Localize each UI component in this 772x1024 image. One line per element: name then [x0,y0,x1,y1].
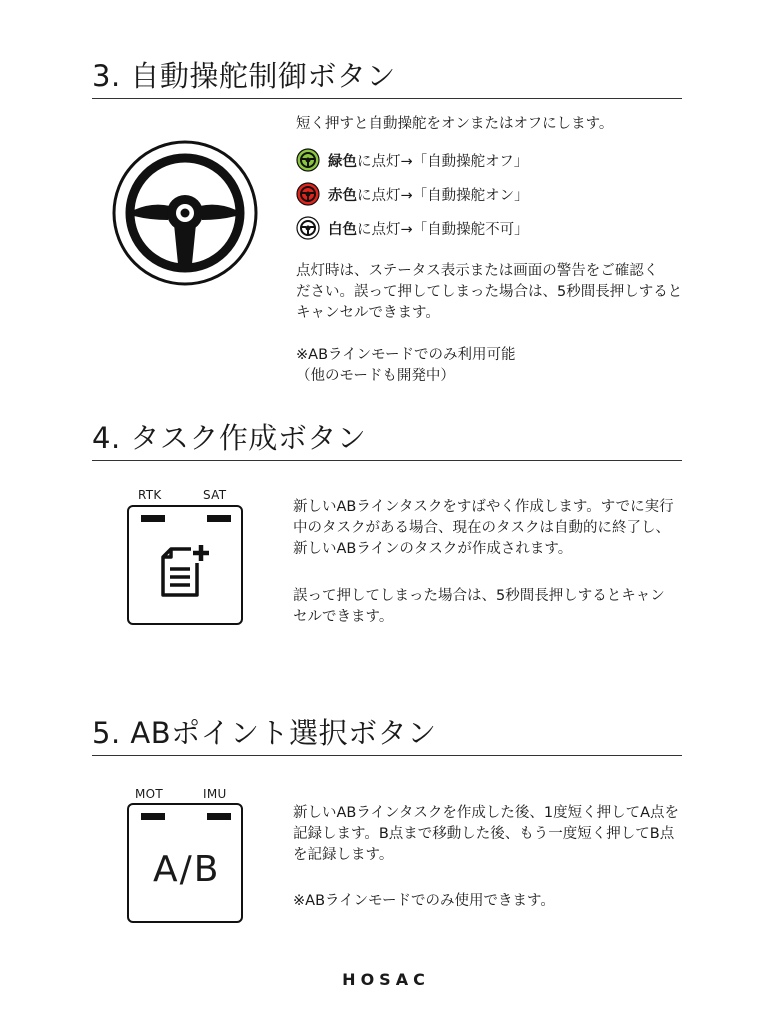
status-green-color: 緑色 [328,153,357,170]
section4-title: 4. タスク作成ボタン [92,418,682,461]
status-green-text: に点灯→「自動操舵オフ」 [357,153,529,170]
status-white-color: 白色 [328,221,357,238]
section5-note: ※ABラインモードでのみ使用できます。 [293,893,555,909]
section3-title: 3. 自動操舵制御ボタン [92,56,682,99]
section5-title: 5. ABポイント選択ボタン [92,713,682,756]
mot-lamp [141,813,165,820]
section4-note: 誤って押してしまった場合は、5秒間長押しするとキャン セルできます。 [293,588,665,625]
steering-wheel-icon [112,140,258,286]
brand-logo: HOSAC [342,970,430,989]
section3-note: ※ABラインモードでのみ利用可能 （他のモードも開発中） [296,347,516,384]
new-task-icon [157,541,213,601]
rtk-lamp [141,515,165,522]
task-create-button-diagram [127,505,243,625]
ab-button-label: A/B [153,849,221,890]
green-lamp-icon [296,148,320,172]
sat-lamp-label: SAT [203,488,227,502]
imu-lamp-label: IMU [203,787,227,801]
mot-lamp-label: MOT [135,787,164,801]
imu-lamp [207,813,231,820]
status-red-text: に点灯→「自動操舵オン」 [357,187,529,204]
section3-body: 点灯時は、ステータス表示または画面の警告をご確認く ださい。誤って押してしまった場合は、5秒間長押しすると キャンセルできます。 [296,263,683,321]
sat-lamp [207,515,231,522]
status-red-color: 赤色 [328,187,357,204]
ab-point-button-diagram [127,803,243,923]
status-green [296,147,528,173]
section4-body: 新しいABラインタスクをすばやく作成します。すでに実行 中のタスクがある場合、現在のタスクは自動的に終了し、 新しいABラインのタスクが作成されます。 [293,499,674,557]
status-white-text: に点灯→「自動操舵不可」 [357,221,529,238]
red-lamp-icon [296,182,320,206]
status-red [296,181,529,207]
section5-body: 新しいABラインタスクを作成した後、1度短く押してA点を 記録します。B点まで移動した後、もう一度短く押してB点 を記録します。 [293,805,679,863]
rtk-lamp-label: RTK [138,488,162,502]
status-white [296,215,529,241]
section3-intro: 短く押すと自動操舵をオンまたはオフにします。 [296,116,614,132]
white-lamp-icon [296,216,320,240]
